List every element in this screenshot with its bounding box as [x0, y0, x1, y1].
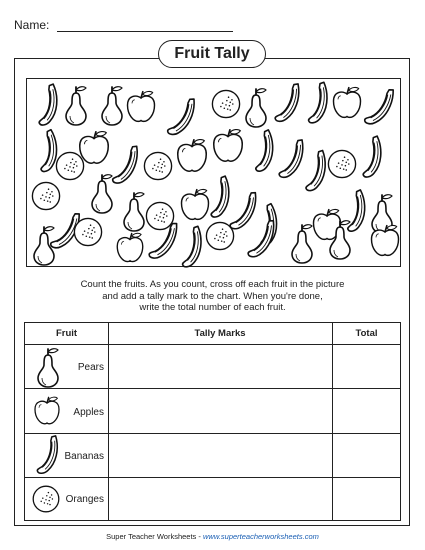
banana-icon[interactable] [163, 92, 201, 141]
row-label-apples: Apples [73, 407, 104, 418]
tally-cell-oranges[interactable] [109, 478, 331, 521]
footer-credit: Super Teacher Worksheets - [106, 532, 203, 541]
pear-icon[interactable] [61, 83, 91, 127]
name-label: Name: [14, 18, 50, 32]
orange-icon[interactable] [325, 147, 359, 181]
orange-icon[interactable] [209, 87, 243, 121]
pear-icon[interactable] [325, 217, 355, 261]
row-label-oranges: Oranges [65, 494, 104, 505]
apple-icon[interactable] [123, 89, 159, 125]
orange-icon[interactable] [203, 219, 237, 253]
apple-icon[interactable] [367, 223, 403, 259]
banana-icon[interactable] [271, 80, 305, 127]
apple-icon[interactable] [75, 129, 113, 167]
header-total: Total [355, 328, 378, 339]
footer [0, 532, 425, 541]
row-label-pears: Pears [77, 362, 104, 373]
apple-icon[interactable] [209, 127, 247, 165]
orange-icon[interactable] [71, 215, 105, 249]
instruction-line: write the total number of each fruit. [139, 302, 286, 313]
tally-cell-apples[interactable] [109, 389, 331, 433]
total-cell-pears[interactable] [333, 345, 401, 388]
pear-icon[interactable] [241, 85, 271, 129]
banana-icon[interactable] [360, 82, 401, 133]
total-cell-bananas[interactable] [333, 434, 401, 477]
pear-icon[interactable] [287, 221, 317, 265]
total-cell-oranges[interactable] [333, 478, 401, 521]
tally-cell-pears[interactable] [109, 345, 331, 388]
orange-icon[interactable] [141, 149, 175, 183]
instruction-line: Count the fruits. As you count, cross off each fruit in the picture [80, 279, 345, 290]
pear-icon[interactable] [87, 171, 117, 215]
fruit-picture [26, 78, 401, 267]
page-title: Fruit Tally [158, 40, 266, 68]
total-cell-apples[interactable] [333, 389, 401, 433]
pear-icon[interactable] [29, 223, 59, 267]
instructions [40, 279, 385, 314]
banana-icon[interactable] [243, 215, 280, 264]
header-fruit: Fruit [55, 328, 78, 339]
instruction-line: and add a tally mark to the chart. When you're done, [102, 290, 323, 302]
tally-table [24, 322, 401, 521]
apple-icon[interactable] [173, 137, 211, 175]
banana-icon[interactable] [354, 133, 390, 181]
tally-cell-bananas[interactable] [109, 434, 331, 477]
row-label-bananas: Bananas [64, 451, 104, 462]
header-tally-marks: Tally Marks [194, 328, 246, 339]
apple-icon[interactable] [329, 85, 365, 121]
apple-icon[interactable] [113, 231, 147, 265]
footer-url[interactable]: www.superteacherworksheets.com [202, 532, 319, 541]
name-line[interactable] [57, 31, 233, 32]
